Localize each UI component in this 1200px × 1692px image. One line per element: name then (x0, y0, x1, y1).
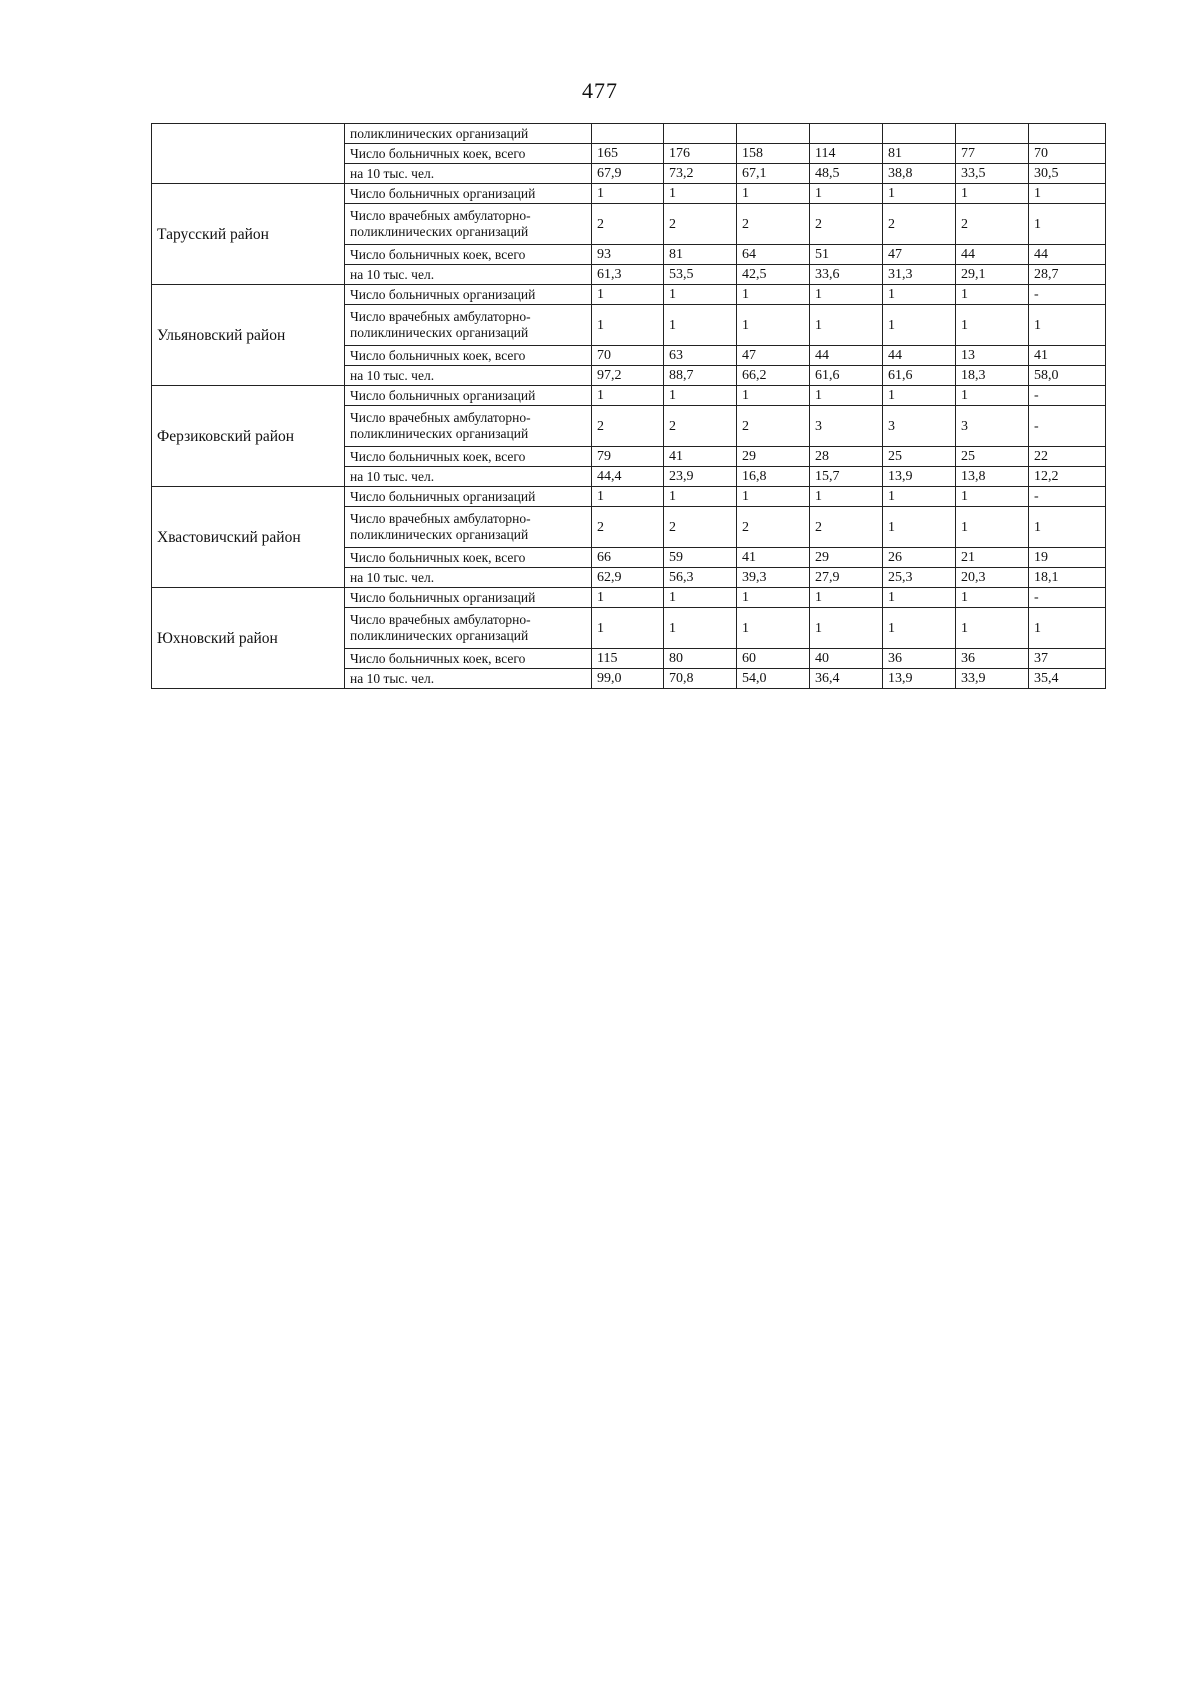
value-cell: 88,7 (664, 366, 737, 386)
value-cell: 2 (810, 204, 883, 245)
value-cell: 1 (664, 487, 737, 507)
value-cell: 1 (883, 285, 956, 305)
value-cell: 77 (956, 144, 1029, 164)
value-cell: 53,5 (664, 265, 737, 285)
value-cell: 1 (664, 305, 737, 346)
value-cell: 1 (737, 184, 810, 204)
district-name: Тарусский район (152, 184, 345, 285)
value-cell: 15,7 (810, 467, 883, 487)
value-cell: 1 (956, 184, 1029, 204)
value-cell: 2 (664, 406, 737, 447)
value-cell: 70 (1029, 144, 1106, 164)
value-cell: 36 (883, 649, 956, 669)
value-cell: 165 (592, 144, 664, 164)
value-cell: 1 (810, 285, 883, 305)
value-cell: 64 (737, 245, 810, 265)
value-cell: 1 (664, 285, 737, 305)
value-cell: 13,8 (956, 467, 1029, 487)
indicator-label: Число врачебных амбулаторно-поликлинических организаций (345, 406, 592, 447)
value-cell: 67,1 (737, 164, 810, 184)
value-cell: 41 (1029, 346, 1106, 366)
value-cell: 44,4 (592, 467, 664, 487)
indicator-label: на 10 тыс. чел. (345, 366, 592, 386)
value-cell: 2 (737, 406, 810, 447)
value-cell: 30,5 (1029, 164, 1106, 184)
value-cell: 2 (956, 204, 1029, 245)
value-cell: 2 (737, 204, 810, 245)
value-cell: - (1029, 285, 1106, 305)
value-cell: 42,5 (737, 265, 810, 285)
indicator-label: Число врачебных амбулаторно-поликлинических организаций (345, 507, 592, 548)
value-cell: 22 (1029, 447, 1106, 467)
value-cell: 47 (737, 346, 810, 366)
value-cell: 28 (810, 447, 883, 467)
value-cell: 1 (664, 608, 737, 649)
value-cell: 176 (664, 144, 737, 164)
page-number: 477 (582, 78, 618, 103)
value-cell: 1 (883, 305, 956, 346)
indicator-label: Число больничных коек, всего (345, 548, 592, 568)
value-cell: 29 (737, 447, 810, 467)
value-cell: 1 (1029, 507, 1106, 548)
value-cell: 81 (664, 245, 737, 265)
value-cell: - (1029, 588, 1106, 608)
value-cell: 48,5 (810, 164, 883, 184)
indicator-label: на 10 тыс. чел. (345, 669, 592, 689)
value-cell: 1 (883, 184, 956, 204)
value-cell: 12,2 (1029, 467, 1106, 487)
table-body (152, 124, 1106, 689)
value-cell: 1 (956, 386, 1029, 406)
value-cell: 1 (1029, 184, 1106, 204)
value-cell: 3 (810, 406, 883, 447)
value-cell: 1 (810, 487, 883, 507)
value-cell: 114 (810, 144, 883, 164)
value-cell: 63 (664, 346, 737, 366)
indicator-label: на 10 тыс. чел. (345, 467, 592, 487)
indicator-label: Число врачебных амбулаторно-поликлинических организаций (345, 204, 592, 245)
indicator-label: Число больничных коек, всего (345, 346, 592, 366)
value-cell: 33,5 (956, 164, 1029, 184)
value-cell (810, 124, 883, 144)
district-name: Хвастовичский район (152, 487, 345, 588)
value-cell: 1 (883, 608, 956, 649)
value-cell: 61,3 (592, 265, 664, 285)
value-cell: 2 (592, 406, 664, 447)
value-cell: 1 (1029, 305, 1106, 346)
value-cell: 1 (956, 487, 1029, 507)
value-cell: 1 (810, 608, 883, 649)
value-cell: 29,1 (956, 265, 1029, 285)
table-row (152, 487, 1106, 507)
value-cell (664, 124, 737, 144)
value-cell: - (1029, 386, 1106, 406)
value-cell (592, 124, 664, 144)
value-cell: 66 (592, 548, 664, 568)
value-cell: 1 (737, 608, 810, 649)
value-cell: 28,7 (1029, 265, 1106, 285)
value-cell: 33,9 (956, 669, 1029, 689)
value-cell: 1 (664, 184, 737, 204)
value-cell: 2 (737, 507, 810, 548)
table-row (152, 124, 1106, 144)
value-cell: 35,4 (1029, 669, 1106, 689)
value-cell: 1 (737, 305, 810, 346)
value-cell: - (1029, 406, 1106, 447)
value-cell: 59 (664, 548, 737, 568)
value-cell: 56,3 (664, 568, 737, 588)
value-cell: 1 (956, 588, 1029, 608)
value-cell (956, 124, 1029, 144)
district-name: Ульяновский район (152, 285, 345, 386)
table-row (152, 184, 1106, 204)
indicator-label: Число больничных организаций (345, 285, 592, 305)
statistics-table (151, 123, 1106, 689)
indicator-label: Число больничных организаций (345, 386, 592, 406)
table-row (152, 386, 1106, 406)
indicator-label: Число врачебных амбулаторно-поликлинических организаций (345, 305, 592, 346)
value-cell: 93 (592, 245, 664, 265)
indicator-label: Число больничных коек, всего (345, 245, 592, 265)
indicator-label: на 10 тыс. чел. (345, 568, 592, 588)
value-cell: 1 (737, 487, 810, 507)
value-cell: 70 (592, 346, 664, 366)
value-cell: 97,2 (592, 366, 664, 386)
value-cell (883, 124, 956, 144)
indicator-label: на 10 тыс. чел. (345, 265, 592, 285)
value-cell: 36 (956, 649, 1029, 669)
value-cell: 33,6 (810, 265, 883, 285)
value-cell: 58,0 (1029, 366, 1106, 386)
value-cell: 13 (956, 346, 1029, 366)
value-cell: 1 (664, 588, 737, 608)
district-name: Юхновский район (152, 588, 345, 689)
value-cell: 19 (1029, 548, 1106, 568)
value-cell: 2 (810, 507, 883, 548)
value-cell: 41 (737, 548, 810, 568)
value-cell: 37 (1029, 649, 1106, 669)
value-cell: 38,8 (883, 164, 956, 184)
value-cell: 1 (810, 386, 883, 406)
value-cell: 25,3 (883, 568, 956, 588)
district-name (152, 124, 345, 184)
value-cell: 1 (956, 608, 1029, 649)
value-cell: 1 (810, 588, 883, 608)
value-cell: 1 (592, 487, 664, 507)
value-cell: 1 (592, 608, 664, 649)
value-cell: 25 (956, 447, 1029, 467)
value-cell: 80 (664, 649, 737, 669)
value-cell: 18,1 (1029, 568, 1106, 588)
value-cell: 1 (737, 285, 810, 305)
value-cell: 3 (883, 406, 956, 447)
table-row (152, 285, 1106, 305)
value-cell: 81 (883, 144, 956, 164)
indicator-label: Число больничных коек, всего (345, 144, 592, 164)
value-cell: 1 (956, 285, 1029, 305)
value-cell (1029, 124, 1106, 144)
value-cell: 1 (592, 386, 664, 406)
value-cell: 26 (883, 548, 956, 568)
value-cell: 39,3 (737, 568, 810, 588)
indicator-label: Число больничных организаций (345, 487, 592, 507)
value-cell: 16,8 (737, 467, 810, 487)
value-cell: 51 (810, 245, 883, 265)
value-cell: 44 (883, 346, 956, 366)
value-cell: 1 (883, 507, 956, 548)
value-cell: 1 (737, 386, 810, 406)
value-cell: 1 (1029, 608, 1106, 649)
value-cell: 1 (956, 507, 1029, 548)
value-cell: 60 (737, 649, 810, 669)
value-cell: 1 (810, 305, 883, 346)
value-cell: 61,6 (810, 366, 883, 386)
value-cell: 1 (883, 487, 956, 507)
value-cell: 1 (810, 184, 883, 204)
indicator-label: Число врачебных амбулаторно-поликлинических организаций (345, 608, 592, 649)
value-cell: 29 (810, 548, 883, 568)
value-cell: 2 (883, 204, 956, 245)
value-cell: 44 (1029, 245, 1106, 265)
value-cell: 1 (592, 588, 664, 608)
value-cell: - (1029, 487, 1106, 507)
indicator-label: Число больничных коек, всего (345, 649, 592, 669)
value-cell: 1 (883, 386, 956, 406)
value-cell: 54,0 (737, 669, 810, 689)
value-cell: 36,4 (810, 669, 883, 689)
value-cell: 27,9 (810, 568, 883, 588)
value-cell: 31,3 (883, 265, 956, 285)
value-cell: 99,0 (592, 669, 664, 689)
value-cell: 20,3 (956, 568, 1029, 588)
value-cell (737, 124, 810, 144)
value-cell: 41 (664, 447, 737, 467)
value-cell: 23,9 (664, 467, 737, 487)
value-cell: 115 (592, 649, 664, 669)
value-cell: 1 (592, 184, 664, 204)
value-cell: 66,2 (737, 366, 810, 386)
value-cell: 1 (956, 305, 1029, 346)
value-cell: 2 (664, 507, 737, 548)
value-cell: 1 (737, 588, 810, 608)
value-cell: 13,9 (883, 669, 956, 689)
value-cell: 21 (956, 548, 1029, 568)
value-cell: 1 (1029, 204, 1106, 245)
value-cell: 44 (956, 245, 1029, 265)
value-cell: 2 (664, 204, 737, 245)
table-row (152, 588, 1106, 608)
value-cell: 1 (592, 305, 664, 346)
value-cell: 1 (664, 386, 737, 406)
value-cell: 2 (592, 204, 664, 245)
value-cell: 67,9 (592, 164, 664, 184)
value-cell: 44 (810, 346, 883, 366)
indicator-label: Число больничных коек, всего (345, 447, 592, 467)
value-cell: 25 (883, 447, 956, 467)
value-cell: 73,2 (664, 164, 737, 184)
value-cell: 3 (956, 406, 1029, 447)
district-name: Ферзиковский район (152, 386, 345, 487)
value-cell: 40 (810, 649, 883, 669)
value-cell: 70,8 (664, 669, 737, 689)
value-cell: 1 (592, 285, 664, 305)
value-cell: 2 (592, 507, 664, 548)
indicator-label: на 10 тыс. чел. (345, 164, 592, 184)
value-cell: 1 (883, 588, 956, 608)
value-cell: 47 (883, 245, 956, 265)
value-cell: 13,9 (883, 467, 956, 487)
indicator-label: поликлинических организаций (345, 124, 592, 144)
value-cell: 18,3 (956, 366, 1029, 386)
indicator-label: Число больничных организаций (345, 184, 592, 204)
value-cell: 62,9 (592, 568, 664, 588)
value-cell: 158 (737, 144, 810, 164)
value-cell: 79 (592, 447, 664, 467)
indicator-label: Число больничных организаций (345, 588, 592, 608)
value-cell: 61,6 (883, 366, 956, 386)
